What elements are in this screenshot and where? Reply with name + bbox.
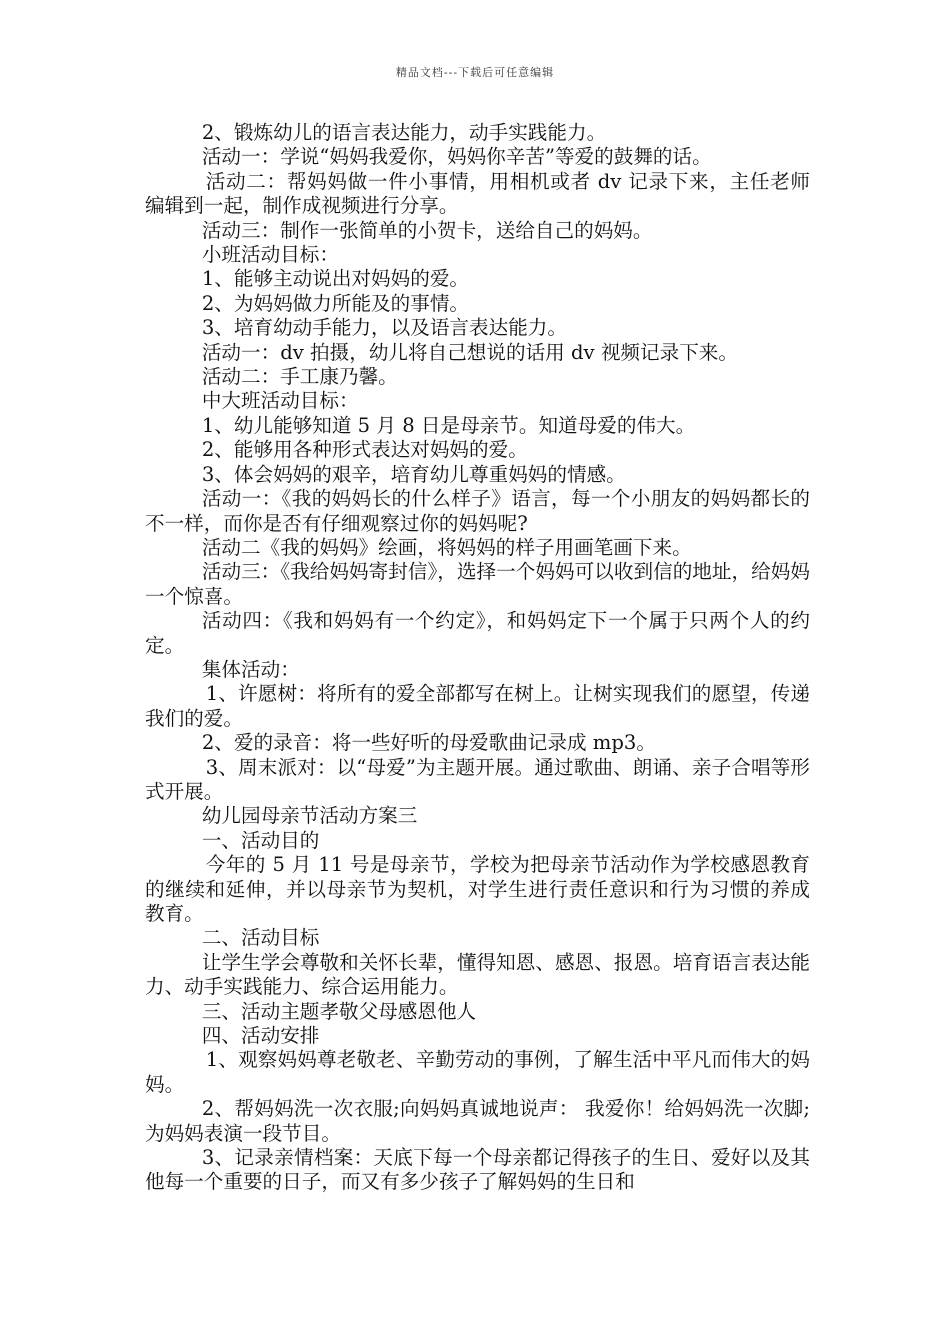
paragraph: 活动二：帮妈妈做一件小事情，用相机或者 dv 记录下来，主任老师编辑到一起，制作成视频进行分享。 (145, 169, 810, 218)
paragraph: 活动二：手工康乃馨。 (201, 365, 398, 389)
paragraph: 3、培育幼动手能力，以及语言表达能力。 (201, 316, 567, 340)
paragraph: 3、周末派对：以“母爱”为主题开展。通过歌曲、朗诵、亲子合唱等形式开展。 (145, 755, 810, 803)
paragraph: 幼儿园母亲节活动方案三 (201, 804, 418, 828)
paragraph: 活动二《我的妈妈》绘画，将妈妈的样子用画笔画下来。 (201, 535, 692, 559)
paragraph: 二、活动目标 (201, 926, 320, 950)
paragraph: 2、为妈妈做力所能及的事情。 (201, 291, 470, 315)
paragraph: 2、锻炼幼儿的语言表达能力，动手实践能力。 (201, 121, 607, 144)
paragraph: 1、能够主动说出对妈妈的爱。 (201, 267, 470, 291)
paragraph: 活动一：dv 拍摄，幼儿将自己想说的话用 dv 视频记录下来。 (201, 340, 738, 364)
paragraph: 2、爱的录音：将一些好听的母爱歌曲记录成 mp3。 (201, 731, 656, 755)
paragraph: 活动一：《我的妈妈长的什么样子》语言，每一个小朋友的妈妈都长的不一样，而你是否有仔细观察过你的妈妈呢? (145, 487, 810, 535)
page-header: 精品文档---下载后可任意编辑 (395, 66, 555, 79)
paragraph: 活动三：制作一张简单的小贺卡，送给自己的妈妈。 (201, 218, 653, 242)
paragraph: 3、记录亲情档案：天底下每一个母亲都记得孩子的生日、爱好以及其他每一个重要的日子，而又有多少孩子了解妈妈的生日和 (145, 1146, 810, 1194)
paragraph: 活动三：《我给妈妈寄封信》，选择一个妈妈可以收到信的地址，给妈妈一个惊喜。 (145, 560, 810, 608)
paragraph: 三、活动主题孝敬父母感恩他人 (201, 999, 477, 1023)
document-body (145, 121, 810, 1195)
paragraph: 一、活动目的 (201, 828, 320, 852)
paragraph: 1、许愿树：将所有的爱全部都写在树上。让树实现我们的愿望，传递我们的爱。 (145, 682, 810, 730)
paragraph: 今年的 5 月 11 号是母亲节，学校为把母亲节活动作为学校感恩教育的继续和延伸，并以母亲节为契机，对学生进行责任意识和行为习惯的养成教育。 (145, 853, 810, 925)
paragraph: 四、活动安排 (201, 1024, 320, 1048)
paragraph: 3、体会妈妈的艰辛，培育幼儿尊重妈妈的情感。 (201, 462, 626, 486)
paragraph: 中大班活动目标： (201, 389, 359, 413)
paragraph: 活动一：学说“妈妈我爱你，妈妈你辛苦”等爱的鼓舞的话。 (201, 145, 712, 169)
paragraph: 2、能够用各种形式表达对妈妈的爱。 (201, 438, 528, 462)
paragraph: 小班活动目标： (201, 243, 339, 267)
paragraph: 活动四：《我和妈妈有一个约定》，和妈妈定下一个属于只两个人的约定。 (145, 609, 810, 657)
paragraph: 2、帮妈妈洗一次衣服;向妈妈真诚地说声： 我爱你！给妈妈洗一次脚;为妈妈表演一段节目。 (145, 1097, 810, 1145)
paragraph: 1、观察妈妈尊老敬老、辛勤劳动的事例，了解生活中平凡而伟大的妈妈。 (145, 1048, 810, 1096)
paragraph: 集体活动： (201, 657, 300, 681)
paragraph: 让学生学会尊敬和关怀长辈，懂得知恩、感恩、报恩。培育语言表达能力、动手实践能力、综合运用能力。 (145, 950, 810, 999)
paragraph: 1、幼儿能够知道 5 月 8 日是母亲节。知道母爱的伟大。 (201, 413, 696, 437)
